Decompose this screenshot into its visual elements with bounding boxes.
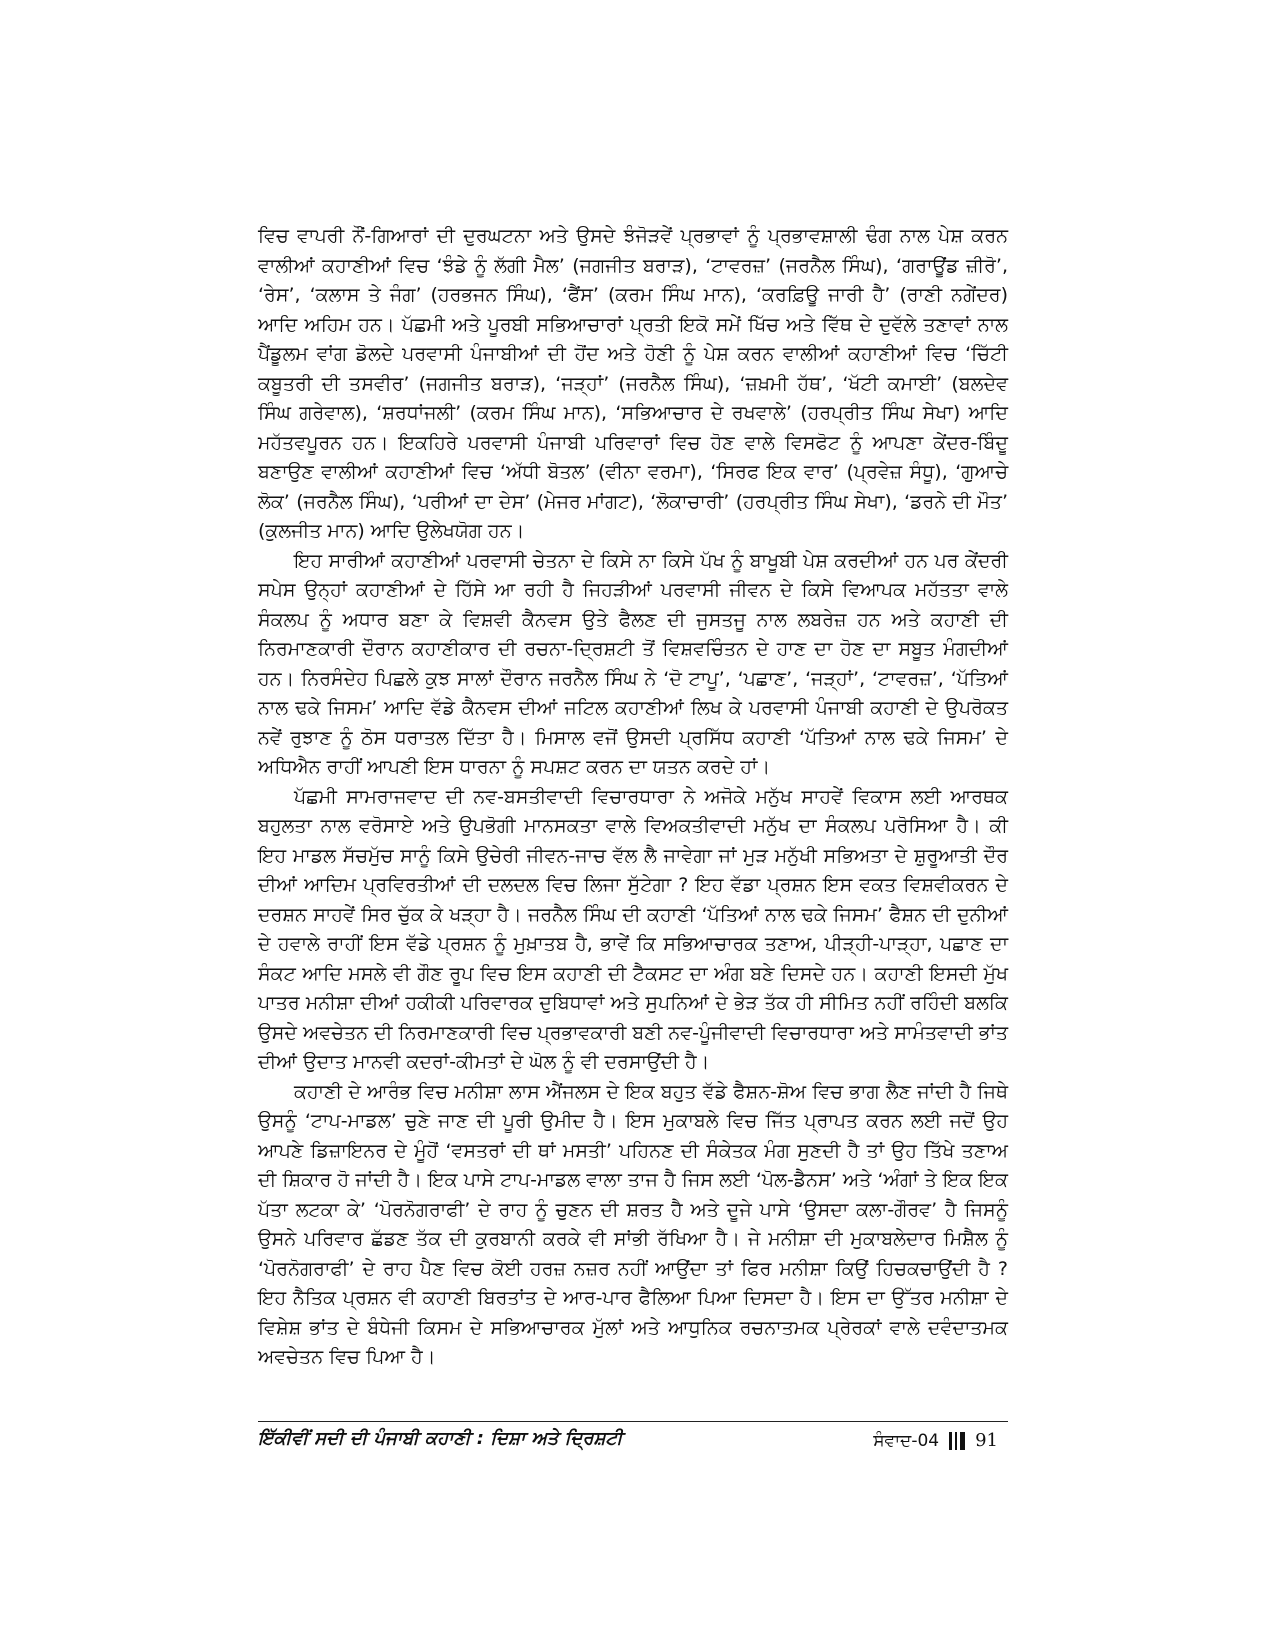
bars-icon (949, 1432, 965, 1450)
footer-issue: ਸੰਵਾਦ-04 (873, 1430, 940, 1451)
footer-divider (258, 1421, 1008, 1422)
page-number: 91 (975, 1430, 998, 1451)
paragraph-1: ਵਿਚ ਵਾਪਰੀ ਨੌਂ-ਗਿਆਰਾਂ ਦੀ ਦੁਰਘਟਨਾ ਅਤੇ ਉਸਦੇ ਝੰਜੋੜਵੇਂ ਪ੍ਰਭਾਵਾਂ ਨੂੰ ਪ੍ਰਭਾਵਸ਼ਾਲੀ ਢੰਗ ਨਾਲ ਪੇਸ਼ ਕਰਨ ਵਾਲੀਆਂ ਕਹਾਣੀਆਂ ਵਿਚ ‘ਝੰਡੇ ਨੂੰ ਲੱਗੀ ਮੈਲ’ (ਜਗਜੀਤ ਬਰਾੜ), ‘ਟਾਵਰਜ਼’ (ਜਰਨੈਲ ਸਿੰਘ), ‘ਗਰਾਊਂਡ ਜ਼ੀਰੋ’, ‘ਰੇਸ’, ‘ਕਲਾਸ ਤੇ ਜੰਗ’ (ਹਰਭਜਨ ਸਿੰਘ), ‘ਫੈਂਸ’ (ਕਰਮ ਸਿੰਘ ਮਾਨ), ‘ਕਰਫ਼ਿਊ ਜਾਰੀ ਹੈ’ (ਰਾਣੀ ਨਗੇਂਦਰ) ਆਦਿ ਅਹਿਮ ਹਨ। ਪੱਛਮੀ ਅਤੇ ਪੂਰਬੀ ਸਭਿਆਚਾਰਾਂ ਪ੍ਰਤੀ ਇਕੋ ਸਮੇਂ ਖਿੱਚ ਅਤੇ ਵਿੱਥ ਦੇ ਦੁਵੱਲੇ ਤਣਾਵਾਂ ਨਾਲ ਪੈਂਡੂਲਮ ਵਾਂਗ ਡੋਲਦੇ ਪਰਵਾਸੀ ਪੰਜਾਬੀਆਂ ਦੀ ਹੋਂਦ ਅਤੇ ਹੋਣੀ ਨੂੰ ਪੇਸ਼ ਕਰਨ ਵਾਲੀਆਂ ਕਹਾਣੀਆਂ ਵਿਚ ‘ਚਿੱਟੀ ਕਬੂਤਰੀ ਦੀ ਤਸਵੀਰ’ (ਜਗਜੀਤ ਬਰਾੜ), ‘ਜੜ੍ਹਾਂ’ (ਜਰਨੈਲ ਸਿੰਘ), ‘ਜ਼ਖ਼ਮੀ ਹੱਥ’, ‘ਖੱਟੀ ਕਮਾਈ’ (ਬਲਦੇਵ ਸਿੰਘ ਗਰੇਵਾਲ), ‘ਸ਼ਰਧਾਂਜਲੀ’ (ਕਰਮ ਸਿੰਘ ਮਾਨ), ‘ਸਭਿਆਚਾਰ ਦੇ ਰਖਵਾਲੇ’ (ਹਰਪ੍ਰੀਤ ਸਿੰਘ ਸੇਖਾ) ਆਦਿ ਮਹੱਤਵਪੂਰਨ ਹਨ। ਇਕਹਿਰੇ ਪਰਵਾਸੀ ਪੰਜਾਬੀ ਪਰਿਵਾਰਾਂ ਵਿਚ ਹੋਣ ਵਾਲੇ ਵਿਸਫੋਟ ਨੂੰ ਆਪਣਾ ਕੇਂਦਰ-ਬਿੰਦੂ ਬਣਾਉਣ ਵਾਲੀਆਂ ਕਹਾਣੀਆਂ ਵਿਚ ‘ਅੱਧੀ ਬੋਤਲ’ (ਵੀਨਾ ਵਰਮਾ), ‘ਸਿਰਫ ਇਕ ਵਾਰ’ (ਪ੍ਰਵੇਜ਼ ਸੰਧੂ), ‘ਗੁਆਚੇ ਲੋਕ’ (ਜਰਨੈਲ ਸਿੰਘ), ‘ਪਰੀਆਂ ਦਾ ਦੇਸ’ (ਮੇਜਰ ਮਾਂਗਟ), ‘ਲੋਕਾਚਾਰੀ’ (ਹਰਪ੍ਰੀਤ ਸਿੰਘ ਸੇਖਾ), ‘ਡਰਨੇ ਦੀ ਮੌਤ’ (ਕੁਲਜੀਤ ਮਾਨ) ਆਦਿ ਉਲੇਖਯੋਗ ਹਨ। (258, 225, 1008, 542)
paragraph-2: ਇਹ ਸਾਰੀਆਂ ਕਹਾਣੀਆਂ ਪਰਵਾਸੀ ਚੇਤਨਾ ਦੇ ਕਿਸੇ ਨਾ ਕਿਸੇ ਪੱਖ ਨੂੰ ਬਾਖੂਬੀ ਪੇਸ਼ ਕਰਦੀਆਂ ਹਨ ਪਰ ਕੇਂਦਰੀ ਸਪੇਸ ਉਨ੍ਹਾਂ ਕਹਾਣੀਆਂ ਦੇ ਹਿੱਸੇ ਆ ਰਹੀ ਹੈ ਜਿਹੜੀਆਂ ਪਰਵਾਸੀ ਜੀਵਨ ਦੇ ਕਿਸੇ ਵਿਆਪਕ ਮਹੱਤਤਾ ਵਾਲੇ ਸੰਕਲਪ ਨੂੰ ਅਧਾਰ ਬਣਾ ਕੇ ਵਿਸ਼ਵੀ ਕੈਨਵਸ ਉਤੇ ਫੈਲਣ ਦੀ ਜੁਸਤਜੂ ਨਾਲ ਲਬਰੇਜ਼ ਹਨ ਅਤੇ ਕਹਾਣੀ ਦੀ ਨਿਰਮਾਣਕਾਰੀ ਦੌਰਾਨ ਕਹਾਣੀਕਾਰ ਦੀ ਰਚਨਾ-ਦ੍ਰਿਸ਼ਟੀ ਤੋਂ ਵਿਸ਼ਵਚਿੰਤਨ ਦੇ ਹਾਣ ਦਾ ਹੋਣ ਦਾ ਸਬੂਤ ਮੰਗਦੀਆਂ ਹਨ। ਨਿਰਸੰਦੇਹ ਪਿਛਲੇ ਕੁਝ ਸਾਲਾਂ ਦੌਰਾਨ ਜਰਨੈਲ ਸਿੰਘ ਨੇ ‘ਦੋ ਟਾਪੂ’, ‘ਪਛਾਣ’, ‘ਜੜ੍ਹਾਂ’, ‘ਟਾਵਰਜ਼’, ‘ਪੱਤਿਆਂ ਨਾਲ ਢਕੇ ਜਿਸਮ’ ਆਦਿ ਵੱਡੇ ਕੈਨਵਸ ਦੀਆਂ ਜਟਿਲ ਕਹਾਣੀਆਂ ਲਿਖ ਕੇ ਪਰਵਾਸੀ ਪੰਜਾਬੀ ਕਹਾਣੀ ਦੇ ਉਪਰੋਕਤ ਨਵੇਂ ਰੁਝਾਣ ਨੂੰ ਠੋਸ ਧਰਾਤਲ ਦਿੱਤਾ ਹੈ। ਮਿਸਾਲ ਵਜੋਂ ਉਸਦੀ ਪ੍ਰਸਿੱਧ ਕਹਾਣੀ ‘ਪੱਤਿਆਂ ਨਾਲ ਢਕੇ ਜਿਸਮ’ ਦੇ ਅਧਿਐਨ ਰਾਹੀਂ ਆਪਣੀ ਇਸ ਧਾਰਨਾ ਨੂੰ ਸਪਸ਼ਟ ਕਰਨ ਦਾ ਯਤਨ ਕਰਦੇ ਹਾਂ। (258, 549, 1008, 778)
page-footer (258, 1428, 1008, 1460)
body-text (258, 222, 1008, 1373)
paragraph-3: ਪੱਛਮੀ ਸਾਮਰਾਜਵਾਦ ਦੀ ਨਵ-ਬਸਤੀਵਾਦੀ ਵਿਚਾਰਧਾਰਾ ਨੇ ਅਜੋਕੇ ਮਨੁੱਖ ਸਾਹਵੇਂ ਵਿਕਾਸ ਲਈ ਆਰਥਕ ਬਹੁਲਤਾ ਨਾਲ ਵਰੋਸਾਏ ਅਤੇ ਉਪਭੋਗੀ ਮਾਨਸਕਤਾ ਵਾਲੇ ਵਿਅਕਤੀਵਾਦੀ ਮਨੁੱਖ ਦਾ ਸੰਕਲਪ ਪਰੋਸਿਆ ਹੈ। ਕੀ ਇਹ ਮਾਡਲ ਸੱਚਮੁੱਚ ਸਾਨੂੰ ਕਿਸੇ ਉਚੇਰੀ ਜੀਵਨ-ਜਾਚ ਵੱਲ ਲੈ ਜਾਵੇਗਾ ਜਾਂ ਮੁੜ ਮਨੁੱਖੀ ਸਭਿਅਤਾ ਦੇ ਸ਼ੁਰੂਆਤੀ ਦੌਰ ਦੀਆਂ ਆਦਿਮ ਪ੍ਰਵਿਰਤੀਆਂ ਦੀ ਦਲਦਲ ਵਿਚ ਲਿਜਾ ਸੁੱਟੇਗਾ ? ਇਹ ਵੱਡਾ ਪ੍ਰਸ਼ਨ ਇਸ ਵਕਤ ਵਿਸ਼ਵੀਕਰਨ ਦੇ ਦਰਸ਼ਨ ਸਾਹਵੇਂ ਸਿਰ ਚੁੱਕ ਕੇ ਖੜ੍ਹਾ ਹੈ। ਜਰਨੈਲ ਸਿੰਘ ਦੀ ਕਹਾਣੀ ‘ਪੱਤਿਆਂ ਨਾਲ ਢਕੇ ਜਿਸਮ’ ਫੈਸ਼ਨ ਦੀ ਦੁਨੀਆਂ ਦੇ ਹਵਾਲੇ ਰਾਹੀਂ ਇਸ ਵੱਡੇ ਪ੍ਰਸ਼ਨ ਨੂੰ ਮੁਖ਼ਾਤਬ ਹੈ, ਭਾਵੇਂ ਕਿ ਸਭਿਆਚਾਰਕ ਤਣਾਅ, ਪੀੜ੍ਹੀ-ਪਾੜ੍ਹਾ, ਪਛਾਣ ਦਾ ਸੰਕਟ ਆਦਿ ਮਸਲੇ ਵੀ ਗੌਣ ਰੂਪ ਵਿਚ ਇਸ ਕਹਾਣੀ ਦੀ ਟੈਕਸਟ ਦਾ ਅੰਗ ਬਣੇ ਦਿਸਦੇ ਹਨ। ਕਹਾਣੀ ਇਸਦੀ ਮੁੱਖ ਪਾਤਰ ਮਨੀਸ਼ਾ ਦੀਆਂ ਹਕੀਕੀ ਪਰਿਵਾਰਕ ਦੁਬਿਧਾਵਾਂ ਅਤੇ ਸੁਪਨਿਆਂ ਦੇ ਭੇੜ ਤੱਕ ਹੀ ਸੀਮਿਤ ਨਹੀਂ ਰਹਿੰਦੀ ਬਲਕਿ ਉਸਦੇ ਅਵਚੇਤਨ ਦੀ ਨਿਰਮਾਣਕਾਰੀ ਵਿਚ ਪ੍ਰਭਾਵਕਾਰੀ ਬਣੀ ਨਵ-ਪੂੰਜੀਵਾਦੀ ਵਿਚਾਰਧਾਰਾ ਅਤੇ ਸਾਮੰਤਵਾਦੀ ਭਾਂਤ ਦੀਆਂ ਉਦਾਤ ਮਾਨਵੀ ਕਦਰਾਂ-ਕੀਮਤਾਂ ਦੇ ਘੋਲ ਨੂੰ ਵੀ ਦਰਸਾਉਂਦੀ ਹੈ। (258, 785, 1008, 1073)
footer-right (873, 1430, 998, 1451)
paragraph-4: ਕਹਾਣੀ ਦੇ ਆਰੰਭ ਵਿਚ ਮਨੀਸ਼ਾ ਲਾਸ ਐਂਜਲਸ ਦੇ ਇਕ ਬਹੁਤ ਵੱਡੇ ਫੈਸ਼ਨ-ਸ਼ੋਅ ਵਿਚ ਭਾਗ ਲੈਣ ਜਾਂਦੀ ਹੈ ਜਿਥੇ ਉਸਨੂੰ ‘ਟਾਪ-ਮਾਡਲ’ ਚੁਣੇ ਜਾਣ ਦੀ ਪੂਰੀ ਉਮੀਦ ਹੈ। ਇਸ ਮੁਕਾਬਲੇ ਵਿਚ ਜਿੱਤ ਪ੍ਰਾਪਤ ਕਰਨ ਲਈ ਜਦੋਂ ਉਹ ਆਪਣੇ ਡਿਜ਼ਾਇਨਰ ਦੇ ਮੂੰਹੋਂ ‘ਵਸਤਰਾਂ ਦੀ ਥਾਂ ਮਸਤੀ’ ਪਹਿਨਣ ਦੀ ਸੰਕੇਤਕ ਮੰਗ ਸੁਣਦੀ ਹੈ ਤਾਂ ਉਹ ਤਿੱਖੇ ਤਣਾਅ ਦੀ ਸ਼ਿਕਾਰ ਹੋ ਜਾਂਦੀ ਹੈ। ਇਕ ਪਾਸੇ ਟਾਪ-ਮਾਡਲ ਵਾਲਾ ਤਾਜ ਹੈ ਜਿਸ ਲਈ ‘ਪੋਲ-ਡੈਨਸ’ ਅਤੇ ‘ਅੰਗਾਂ ਤੇ ਇਕ ਇਕ ਪੱਤਾ ਲਟਕਾ ਕੇ’ ‘ਪੋਰਨੋਗਰਾਫੀ’ ਦੇ ਰਾਹ ਨੂੰ ਚੁਣਨ ਦੀ ਸ਼ਰਤ ਹੈ ਅਤੇ ਦੂਜੇ ਪਾਸੇ ‘ਉਸਦਾ ਕਲਾ-ਗੌਰਵ’ ਹੈ ਜਿਸਨੂੰ ਉਸਨੇ ਪਰਿਵਾਰ ਛੱਡਣ ਤੱਕ ਦੀ ਕੁਰਬਾਨੀ ਕਰਕੇ ਵੀ ਸਾਂਭੀ ਰੱਖਿਆ ਹੈ। ਜੇ ਮਨੀਸ਼ਾ ਦੀ ਮੁਕਾਬਲੇਦਾਰ ਮਿਸ਼ੈਲ ਨੂੰ ‘ਪੋਰਨੋਗਰਾਫੀ’ ਦੇ ਰਾਹ ਪੈਣ ਵਿਚ ਕੋਈ ਹਰਜ਼ ਨਜ਼ਰ ਨਹੀਂ ਆਉਂਦਾ ਤਾਂ ਫਿਰ ਮਨੀਸ਼ਾ ਕਿਉਂ ਹਿਚਕਚਾਉਂਦੀ ਹੈ ? ਇਹ ਨੈਤਿਕ ਪ੍ਰਸ਼ਨ ਵੀ ਕਹਾਣੀ ਬਿਰਤਾਂਤ ਦੇ ਆਰ-ਪਾਰ ਫੈਲਿਆ ਪਿਆ ਦਿਸਦਾ ਹੈ। ਇਸ ਦਾ ਉੱਤਰ ਮਨੀਸ਼ਾ ਦੇ ਵਿਸ਼ੇਸ਼ ਭਾਂਤ ਦੇ ਬੰਧੇਜੀ ਕਿਸਮ ਦੇ ਸਭਿਆਚਾਰਕ ਮੁੱਲਾਂ ਅਤੇ ਆਧੁਨਿਕ ਰਚਨਾਤਮਕ ਪ੍ਰੇਰਕਾਂ ਵਾਲੇ ਦਵੰਦਾਤਮਕ ਅਵਚੇਤਨ ਵਿਚ ਪਿਆ ਹੈ। (258, 1080, 1008, 1368)
footer-book-title: ਇੱਕੀਵੀਂ ਸਦੀ ਦੀ ਪੰਜਾਬੀ ਕਹਾਣੀ : ਦਿਸ਼ਾ ਅਤੇ ਦ੍ਰਿਸ਼ਟੀ (258, 1428, 623, 1449)
